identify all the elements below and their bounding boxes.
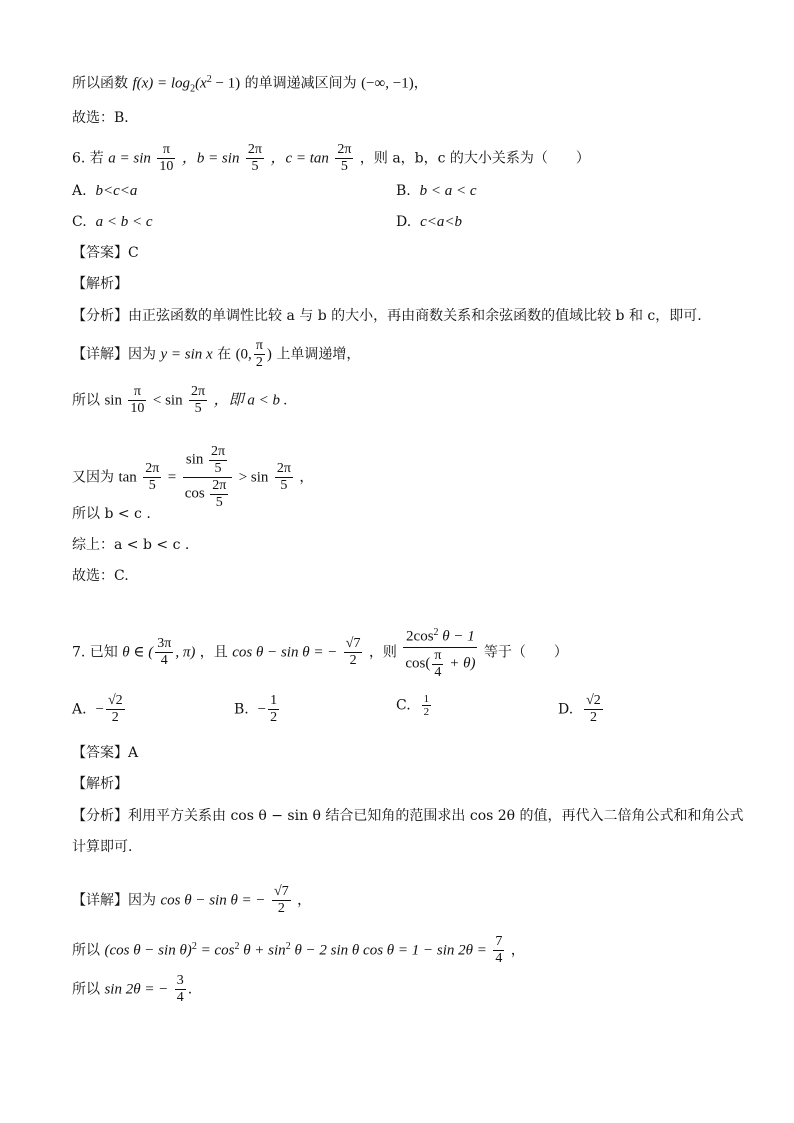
q6-xj-open: (0, — [235, 346, 252, 363]
q6-l3-eq: = — [167, 469, 177, 486]
q6-xj-num: π — [255, 338, 263, 353]
q6-number: 6. 若 — [72, 150, 104, 167]
q6-l3-bot-cos: cos — [184, 485, 205, 502]
q7-l2-a: (cos θ − sin θ) — [104, 942, 192, 959]
q7-option-d-letter: D. — [558, 701, 574, 718]
q6-option-a-text: b<c<a — [95, 183, 138, 199]
q6-l2-frac1 — [128, 384, 146, 417]
q7-theta-tail: , π) — [175, 644, 196, 661]
q6-l3-r-num: 2π — [276, 461, 291, 476]
q7-big-num-sup: 2 — [433, 627, 439, 638]
q6-xj-prefix: 【详解】因为 — [72, 346, 156, 363]
q6-c-frac — [335, 142, 353, 175]
q7-option-b-sign: − — [257, 701, 267, 718]
intro-arg-close: − 1) — [211, 75, 241, 92]
q6-l3-top-num: 2π — [210, 444, 226, 459]
q7-option-c-letter: C. — [396, 697, 411, 714]
q7-big-den-fden: 4 — [434, 664, 442, 680]
q6-l3-tail: ， — [299, 469, 314, 486]
q6-c-expr: ，c = tan — [270, 150, 329, 167]
q6-tail: ，则 a，b，c 的大小关系为（ ） — [359, 150, 590, 167]
q6-line3 — [72, 444, 313, 511]
q6-l3-bot-den: 5 — [215, 495, 223, 510]
q6-l2-prefix: 所以 — [72, 392, 100, 409]
q7-option-b-den: 2 — [270, 710, 278, 725]
intro-fx: f(x) = log — [132, 75, 191, 92]
q6-option-c-text: a < b < c — [95, 214, 153, 230]
q6-xj-fn: y = sin x — [160, 346, 213, 363]
q7-l3-prefix: 所以 — [72, 981, 100, 998]
q7-l3-expr: sin 2θ = − — [104, 981, 169, 998]
q6-l2-sin: sin — [104, 392, 122, 409]
q6-l2-f2-num: 2π — [191, 384, 206, 399]
q7-option-d-num: √2 — [586, 693, 601, 708]
q6-l3-rfrac — [275, 461, 293, 494]
q7-option-b-letter: B. — [234, 701, 249, 718]
q6-l3-f-den: 5 — [148, 478, 156, 493]
q7-xj-num: √7 — [274, 884, 289, 899]
q7-option-d — [558, 693, 605, 726]
q7-t-den: 4 — [160, 652, 168, 668]
q7-l2-frac — [493, 934, 504, 967]
intro-end: ， — [413, 75, 428, 92]
q6-option-d — [396, 212, 462, 232]
q6-l2-f2-den: 5 — [194, 401, 202, 416]
q7-big-den — [403, 648, 477, 681]
q6-a-num: π — [157, 142, 175, 159]
q6-xj-mid: 在 — [217, 346, 232, 363]
q7-stem — [72, 624, 568, 681]
q7-option-a-frac — [106, 693, 125, 726]
q7-xj-frac — [272, 884, 291, 917]
q7-l3-den: 4 — [176, 990, 184, 1005]
q6-l3-top-den: 5 — [214, 461, 222, 476]
q6-xj-den: 2 — [255, 355, 263, 370]
q7-option-b-frac — [268, 693, 279, 726]
q7-option-c-frac — [422, 693, 432, 718]
q7-sq-den: 2 — [349, 652, 357, 668]
q6-l3-tan: tan — [118, 469, 137, 486]
q7-big-den-frac — [432, 648, 443, 681]
q6-xj-tail: 上单调递增， — [276, 346, 361, 363]
q6-l2-lt: < sin — [152, 392, 183, 409]
q7-l2-sup3: 2 — [285, 940, 291, 952]
q6-xj-frac — [254, 338, 265, 371]
q7-l2-tail: ， — [510, 942, 525, 959]
q7-l2-sup1: 2 — [191, 940, 197, 952]
q7-fenxi-1: 【分析】利用平方关系由 cos θ − sin θ 结合已知角的范围求出 cos 2θ 的值，再代入二倍角公式和和角公式 — [72, 808, 744, 824]
q7-big-num — [403, 624, 477, 648]
q7-l2-b: = cos — [196, 942, 235, 959]
q7-sq-num: √7 — [345, 635, 361, 651]
q6-xiangjie — [72, 338, 360, 371]
q7-option-c-num: 1 — [423, 693, 430, 705]
q7-theta-in: θ ∈ ( — [122, 644, 154, 661]
q7-sqrt7-frac — [344, 636, 363, 669]
q7-big-num-a: 2cos — [406, 628, 434, 645]
intro-middle: 的单调递减区间为 — [244, 75, 357, 92]
q7-option-a-num: √2 — [107, 693, 123, 708]
q6-option-d-text: c<a<b — [420, 214, 462, 230]
q7-xj-tail: ， — [297, 892, 312, 909]
q7-theta-frac — [155, 636, 173, 669]
q6-fenxi: 【分析】由正弦函数的单调性比较 a 与 b 的大小，再由商数关系和余弦函数的值域比较 b 和 c，即可. — [72, 308, 702, 324]
q6-b-den: 5 — [251, 159, 259, 174]
q7-l3-frac — [175, 973, 186, 1006]
q7-big-den-fnum: π — [434, 647, 442, 663]
q6-l3-bigfrac-bottom — [183, 478, 233, 511]
q7-tail: 等于（ ） — [483, 644, 568, 661]
q6-line5: 综上：a < b < c . — [72, 537, 190, 553]
q7-then: ，则 — [368, 644, 397, 661]
q7-l2-den: 4 — [495, 951, 503, 966]
q7-mid: ，且 — [199, 644, 228, 661]
q7-big-den-b: + θ) — [445, 655, 476, 672]
q7-option-a-den: 2 — [111, 710, 119, 725]
q6-l3-r-den: 5 — [280, 478, 288, 493]
q6-l3-bot-num: 2π — [212, 478, 227, 493]
q7-option-a-letter: A. — [72, 701, 87, 718]
q7-option-c — [396, 693, 433, 718]
q6-l3-bigfrac-top — [183, 444, 233, 478]
q6-answer: 【答案】C — [72, 245, 139, 261]
q7-option-c-den: 2 — [423, 706, 430, 718]
q6-option-b-text: b < a < c — [419, 183, 477, 199]
q7-analysis-title: 【解析】 — [72, 776, 128, 792]
q6-analysis-title: 【解析】 — [72, 276, 128, 292]
q7-option-a-sign: − — [95, 701, 104, 718]
q6-a-frac — [157, 142, 175, 175]
q5-choose: 故选：B． — [72, 110, 139, 126]
q6-c-den: 5 — [340, 159, 348, 174]
q6-option-c-letter: C. — [72, 214, 87, 230]
q6-b-expr: ，b = sin — [181, 150, 240, 167]
q6-l3-gt: > sin — [238, 469, 269, 486]
q6-option-d-letter: D. — [396, 214, 412, 230]
q6-b-num: 2π — [247, 142, 262, 157]
q6-l3-f-num: 2π — [145, 461, 160, 476]
q6-a-den: 10 — [159, 159, 174, 174]
q7-l3-num: 3 — [176, 973, 184, 988]
q7-answer: 【答案】A — [72, 745, 139, 761]
q6-xj-close: ) — [266, 346, 272, 363]
q6-line2 — [72, 384, 287, 417]
q7-option-b — [234, 693, 281, 726]
q6-l3-top-sin: sin — [185, 451, 204, 468]
q7-option-d-frac — [584, 693, 603, 726]
q6-option-a-letter: A. — [72, 183, 87, 199]
q7-l2-c: θ + sin — [239, 942, 286, 959]
q7-l2-num: 7 — [495, 934, 503, 949]
q6-choose: 故选：C. — [72, 568, 129, 584]
q7-option-d-den: 2 — [589, 710, 597, 725]
intro-log-base: 2 — [190, 83, 196, 95]
q7-line2 — [72, 934, 525, 967]
q7-xj-den: 2 — [277, 901, 285, 916]
q7-number: 7. 已知 — [72, 644, 118, 661]
q6-l2-frac2 — [189, 384, 207, 417]
q7-xj-expr: cos θ − sin θ = − — [160, 892, 266, 909]
q6-option-b-letter: B. — [396, 183, 411, 199]
intro-line — [72, 70, 428, 99]
q7-line3 — [72, 973, 192, 1006]
q6-l3-prefix: 又因为 — [72, 469, 114, 486]
q6-option-a — [72, 181, 137, 201]
q7-xj-prefix: 【详解】因为 — [72, 892, 156, 909]
q7-big-num-b: θ − 1 — [438, 628, 475, 645]
q6-l3-bot-frac — [210, 478, 228, 511]
q7-t-num: 3π — [157, 635, 172, 651]
q6-l3-frac — [143, 461, 161, 494]
q7-fenxi-2: 计算即可. — [72, 839, 133, 855]
q7-big-frac — [403, 624, 477, 681]
intro-arg-sup: 2 — [206, 74, 212, 85]
q6-stem — [72, 142, 590, 175]
q7-l2-prefix: 所以 — [72, 942, 100, 959]
q7-l2-d: θ − 2 sin θ cos θ = 1 − sin 2θ = — [290, 942, 487, 959]
q6-l2-f1-num: π — [128, 384, 146, 401]
q6-line4: 所以 b < c . — [72, 506, 151, 522]
q6-l3-bigfrac — [183, 444, 233, 511]
q7-big-den-a: cos( — [405, 655, 431, 672]
intro-arg-open: (x — [195, 75, 207, 92]
q6-a-expr: a = sin — [108, 150, 151, 167]
q6-l3-top-frac — [209, 444, 227, 477]
q7-option-b-num: 1 — [270, 693, 278, 708]
q6-b-frac — [246, 142, 264, 175]
q7-cos-minus: cos θ − sin θ = − — [232, 644, 338, 661]
q6-l2-f1-den: 10 — [130, 401, 145, 416]
q7-l2-sup2: 2 — [234, 940, 240, 952]
intro-prefix: 所以函数 — [72, 75, 128, 92]
q7-l3-tail: . — [187, 981, 193, 998]
intro-interval: (−∞, −1) — [361, 75, 414, 92]
q6-option-c — [72, 212, 152, 232]
q7-xiangjie — [72, 884, 311, 917]
q6-c-num: 2π — [337, 142, 352, 157]
q6-option-b — [396, 181, 477, 201]
q7-option-a — [72, 693, 127, 726]
q6-l2-tail: ，即 a < b . — [213, 392, 288, 409]
